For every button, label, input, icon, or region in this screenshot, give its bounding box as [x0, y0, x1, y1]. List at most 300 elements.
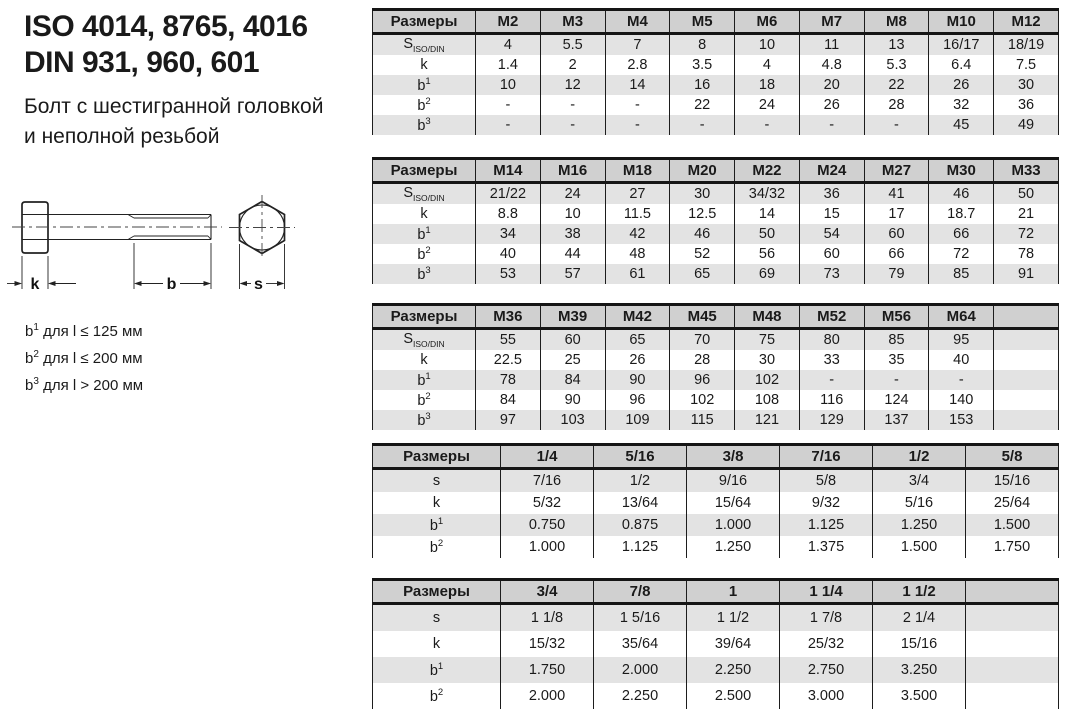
dimension-row-label: k — [420, 57, 428, 73]
dimension-table-metric-m36-m64 — [372, 303, 1059, 430]
dimension-value: 4 — [476, 34, 541, 56]
dimension-value: 95 — [929, 329, 994, 351]
dimension-value — [966, 604, 1059, 632]
dimension-value: 78 — [994, 244, 1059, 264]
dimension-value: - — [605, 115, 670, 135]
dimension-value: 129 — [799, 410, 864, 430]
dimension-value: 13/64 — [594, 492, 687, 514]
dimension-row-label: $b^1$ — [417, 76, 431, 94]
dimension-value: 34/32 — [735, 183, 800, 205]
dimension-value: 48 — [605, 244, 670, 264]
dimension-value: 5.3 — [864, 55, 929, 75]
dimension-value: 90 — [540, 390, 605, 410]
size-column-header: 5/16 — [594, 445, 687, 469]
dimension-row-label: $b^1$ — [417, 225, 431, 243]
dimension-value: 1.500 — [966, 514, 1059, 536]
size-column-header — [966, 580, 1059, 604]
dimension-value: 2.000 — [594, 657, 687, 683]
dimension-value: 108 — [735, 390, 800, 410]
size-column-header: M48 — [735, 305, 800, 329]
dimension-value: 2 1/4 — [873, 604, 966, 632]
size-column-header: M42 — [605, 305, 670, 329]
dimension-value: 35 — [864, 350, 929, 370]
dimension-row-label: $b^1$ — [417, 371, 431, 389]
table-header-row — [373, 580, 1059, 604]
dimension-value: 18/19 — [994, 34, 1059, 56]
dimension-table-inch-quarter-to-five-eighths — [372, 443, 1059, 558]
dimension-value: 102 — [735, 370, 800, 390]
dimension-value: 1.125 — [780, 514, 873, 536]
dimension-row-label: $b^3$ — [417, 265, 431, 283]
size-column-header: M4 — [605, 10, 670, 34]
dimension-value: 53 — [476, 264, 541, 284]
table-header-row — [373, 159, 1059, 183]
page-subtitle-line1: Болт с шестигранной головкой — [24, 95, 324, 118]
dimension-value: 36 — [994, 95, 1059, 115]
dimension-row — [373, 536, 1059, 558]
dimension-value: 1.750 — [966, 536, 1059, 558]
dimension-value: 33 — [799, 350, 864, 370]
size-column-header: 5/8 — [966, 445, 1059, 469]
dimension-value: 85 — [864, 329, 929, 351]
dimension-table-inch-three-quarter-to-one-and-half — [372, 578, 1059, 709]
table-metric-m2-m12 — [372, 8, 1059, 135]
dimension-row — [373, 55, 1059, 75]
size-column-header: M39 — [540, 305, 605, 329]
dimension-value — [966, 683, 1059, 709]
dimension-value: 41 — [864, 183, 929, 205]
dimension-value: 3/4 — [873, 469, 966, 493]
size-column-header: M3 — [540, 10, 605, 34]
dimension-value: 2.000 — [501, 683, 594, 709]
size-column-header: M52 — [799, 305, 864, 329]
dimension-row-label: k — [432, 636, 441, 652]
dimension-value: 26 — [605, 350, 670, 370]
dimension-value: 32 — [929, 95, 994, 115]
size-column-header: M45 — [670, 305, 735, 329]
dimension-value: 44 — [540, 244, 605, 264]
dimension-value: 2 — [540, 55, 605, 75]
dimension-value: 39/64 — [687, 631, 780, 657]
size-column-header: 7/8 — [594, 580, 687, 604]
dimension-value: 24 — [540, 183, 605, 205]
dimension-value — [994, 390, 1059, 410]
dimension-value: 1/2 — [594, 469, 687, 493]
dimension-value: 0.875 — [594, 514, 687, 536]
dimension-value: 2.500 — [687, 683, 780, 709]
dimension-value: 1.250 — [873, 514, 966, 536]
dimension-value: 1 1/2 — [687, 604, 780, 632]
dimension-row-label: $b^2$ — [417, 391, 431, 409]
size-column-header: M16 — [540, 159, 605, 183]
size-column-header: M20 — [670, 159, 735, 183]
dimension-value: 21/22 — [476, 183, 541, 205]
dimension-value: 52 — [670, 244, 735, 264]
dimension-value — [994, 329, 1059, 351]
dimension-value: 50 — [994, 183, 1059, 205]
dimension-row-label: k — [420, 206, 428, 222]
dimension-value: 30 — [735, 350, 800, 370]
size-column-header: M36 — [476, 305, 541, 329]
dimension-row-label: $b^3$ — [417, 116, 431, 134]
dimension-value: 42 — [605, 224, 670, 244]
dimension-row-label: $b^2$ — [417, 245, 431, 263]
note-b2: $b^2$ для l ≤ 200 мм — [25, 349, 143, 367]
size-column-header: 3/8 — [687, 445, 780, 469]
dimension-value: 1 1/8 — [501, 604, 594, 632]
dimension-value: 96 — [605, 390, 670, 410]
dimension-row-label: $b^2$ — [429, 687, 444, 705]
dimension-value: 30 — [994, 75, 1059, 95]
dimension-value: - — [670, 115, 735, 135]
size-column-header: M12 — [994, 10, 1059, 34]
dimension-row — [373, 390, 1059, 410]
dimension-value: 7.5 — [994, 55, 1059, 75]
dimension-value: 102 — [670, 390, 735, 410]
dimension-value: - — [540, 95, 605, 115]
dimension-value: - — [605, 95, 670, 115]
dimension-value: 25 — [540, 350, 605, 370]
dimension-value: 34 — [476, 224, 541, 244]
bolt-end-view — [229, 195, 295, 260]
dimension-value: 25/64 — [966, 492, 1059, 514]
dimension-value — [994, 410, 1059, 430]
dimension-value: 60 — [799, 244, 864, 264]
dimension-row — [373, 631, 1059, 657]
dimension-value: 73 — [799, 264, 864, 284]
dimension-value: 72 — [994, 224, 1059, 244]
dimension-value: 140 — [929, 390, 994, 410]
size-column-header: M30 — [929, 159, 994, 183]
dimension-value: 1.500 — [873, 536, 966, 558]
size-column-header: M33 — [994, 159, 1059, 183]
dimension-row-label: $S_{ISO/DIN}$ — [403, 185, 445, 203]
dimension-value: 1.750 — [501, 657, 594, 683]
page-subtitle-line2: и неполной резьбой — [24, 125, 220, 148]
dimension-value: 3.000 — [780, 683, 873, 709]
dimension-value: 3.250 — [873, 657, 966, 683]
dimension-value: 137 — [864, 410, 929, 430]
page-title-iso: ISO 4014, 8765, 4016 — [24, 10, 308, 43]
dimension-value: - — [929, 370, 994, 390]
dimension-value: 97 — [476, 410, 541, 430]
dimension-row-label: $b^1$ — [429, 661, 444, 679]
dimension-value: - — [476, 115, 541, 135]
dimension-value: 6.4 — [929, 55, 994, 75]
dimension-row — [373, 115, 1059, 135]
dimension-value: 5/16 — [873, 492, 966, 514]
dimension-value: 7 — [605, 34, 670, 56]
dimension-row — [373, 657, 1059, 683]
dimension-value: 22.5 — [476, 350, 541, 370]
table-inch-large-sizes — [372, 578, 1059, 709]
dimension-value: 55 — [476, 329, 541, 351]
dimension-value: 54 — [799, 224, 864, 244]
size-header-label: Размеры — [373, 10, 476, 34]
dimension-value: 84 — [476, 390, 541, 410]
dimension-row — [373, 244, 1059, 264]
size-column-header: 7/16 — [780, 445, 873, 469]
dimension-row-label: $b^2$ — [417, 96, 431, 114]
dimension-value: 78 — [476, 370, 541, 390]
note-b1: $b^1$ для l ≤ 125 мм — [25, 322, 143, 340]
size-column-header: 1 — [687, 580, 780, 604]
dimension-row — [373, 410, 1059, 430]
size-header-label: Размеры — [373, 445, 501, 469]
dimension-value: 12.5 — [670, 204, 735, 224]
dim-label-s: s — [254, 276, 263, 293]
dimension-row-label: s — [432, 610, 441, 626]
dimension-value: 91 — [994, 264, 1059, 284]
dimension-value: 26 — [929, 75, 994, 95]
dimension-value: 153 — [929, 410, 994, 430]
dimension-row-label: $S_{ISO/DIN}$ — [403, 36, 445, 54]
dimension-value: - — [799, 115, 864, 135]
dimension-value: 1.000 — [687, 514, 780, 536]
dimension-value: 26 — [799, 95, 864, 115]
size-column-header: M10 — [929, 10, 994, 34]
dimension-value: 79 — [864, 264, 929, 284]
dimension-row — [373, 224, 1059, 244]
dimension-value: 17 — [864, 204, 929, 224]
dimension-value: 109 — [605, 410, 670, 430]
size-column-header: M56 — [864, 305, 929, 329]
dimension-value: 90 — [605, 370, 670, 390]
dimension-row-label: k — [420, 352, 428, 368]
table-metric-m14-m33 — [372, 157, 1059, 284]
dimension-value: - — [799, 370, 864, 390]
dimension-value: 10 — [735, 34, 800, 56]
dimension-value: - — [540, 115, 605, 135]
dim-label-b: b — [166, 276, 177, 293]
dimension-value: 15/16 — [966, 469, 1059, 493]
dimension-value: 16/17 — [929, 34, 994, 56]
dimension-value: 1.000 — [501, 536, 594, 558]
dimension-value: 11 — [799, 34, 864, 56]
dimension-value: - — [735, 115, 800, 135]
dimension-row-label: k — [432, 495, 441, 511]
dimension-value — [994, 370, 1059, 390]
dimension-value: 18.7 — [929, 204, 994, 224]
dimension-value: 15 — [799, 204, 864, 224]
dimension-value: 5.5 — [540, 34, 605, 56]
dimension-value: 30 — [670, 183, 735, 205]
dimension-value: 65 — [605, 329, 670, 351]
dimension-value: 80 — [799, 329, 864, 351]
size-column-header: M14 — [476, 159, 541, 183]
size-column-header: M5 — [670, 10, 735, 34]
dimension-value: 21 — [994, 204, 1059, 224]
dimension-b — [134, 243, 211, 293]
dimension-row — [373, 34, 1059, 56]
dimension-value: 1 7/8 — [780, 604, 873, 632]
dimension-value: 66 — [864, 244, 929, 264]
size-column-header: M7 — [799, 10, 864, 34]
dimension-row — [373, 492, 1059, 514]
dimension-row — [373, 183, 1059, 205]
dim-label-k: k — [30, 276, 40, 293]
dimension-row — [373, 264, 1059, 284]
dimension-row — [373, 370, 1059, 390]
dimension-value: 2.750 — [780, 657, 873, 683]
dimension-row — [373, 329, 1059, 351]
dimension-value: 46 — [929, 183, 994, 205]
dimension-value: 3.5 — [670, 55, 735, 75]
dimension-value: 18 — [735, 75, 800, 95]
size-column-header: M2 — [476, 10, 541, 34]
dimension-row — [373, 350, 1059, 370]
dimension-value: 11.5 — [605, 204, 670, 224]
dimension-value: 14 — [735, 204, 800, 224]
dimension-value: 121 — [735, 410, 800, 430]
dimension-value: 60 — [864, 224, 929, 244]
dimension-value: - — [864, 370, 929, 390]
dimension-row — [373, 95, 1059, 115]
dimension-value: 28 — [864, 95, 929, 115]
dimension-value: 7/16 — [501, 469, 594, 493]
table-header-row — [373, 445, 1059, 469]
dimension-value: 22 — [670, 95, 735, 115]
size-column-header: 1/2 — [873, 445, 966, 469]
size-column-header: 1 1/2 — [873, 580, 966, 604]
dimension-value: 24 — [735, 95, 800, 115]
dimension-value: 0.750 — [501, 514, 594, 536]
size-header-label: Размеры — [373, 580, 501, 604]
dimension-value: 4 — [735, 55, 800, 75]
dimension-value: 75 — [735, 329, 800, 351]
dimension-value: 20 — [799, 75, 864, 95]
dimension-value: 49 — [994, 115, 1059, 135]
size-column-header: M64 — [929, 305, 994, 329]
dimension-value: 13 — [864, 34, 929, 56]
dimension-value: 15/16 — [873, 631, 966, 657]
table-header-row — [373, 305, 1059, 329]
dimension-value: 16 — [670, 75, 735, 95]
dimension-value: 56 — [735, 244, 800, 264]
dimension-value: 46 — [670, 224, 735, 244]
dimension-value: 4.8 — [799, 55, 864, 75]
bolt-side-view — [12, 202, 222, 253]
size-column-header: M18 — [605, 159, 670, 183]
dimension-value: 2.250 — [594, 683, 687, 709]
dimension-row-label: $b^1$ — [429, 516, 444, 534]
dimension-value: 10 — [476, 75, 541, 95]
dimension-table-metric-m2-m12 — [372, 8, 1059, 135]
dimension-value: 40 — [476, 244, 541, 264]
table-inch-small-sizes — [372, 443, 1059, 558]
dimension-value: 1.250 — [687, 536, 780, 558]
dimension-value: 65 — [670, 264, 735, 284]
dimension-value: 1.375 — [780, 536, 873, 558]
dimension-value: 9/32 — [780, 492, 873, 514]
dimension-value: 57 — [540, 264, 605, 284]
dimension-value: 61 — [605, 264, 670, 284]
dimension-value: 5/8 — [780, 469, 873, 493]
dimension-value: 22 — [864, 75, 929, 95]
size-column-header: M8 — [864, 10, 929, 34]
dimension-value: 2.8 — [605, 55, 670, 75]
dimension-value: 27 — [605, 183, 670, 205]
dimension-value: 124 — [864, 390, 929, 410]
dimension-value: 8.8 — [476, 204, 541, 224]
size-header-label: Размеры — [373, 159, 476, 183]
dimension-value: 38 — [540, 224, 605, 244]
dimension-value: 115 — [670, 410, 735, 430]
dimension-value: 14 — [605, 75, 670, 95]
bolt-technical-drawing — [0, 160, 370, 310]
dimension-value: 5/32 — [501, 492, 594, 514]
table-metric-m36-m64 — [372, 303, 1059, 430]
dimension-value: 40 — [929, 350, 994, 370]
table-header-row — [373, 10, 1059, 34]
dimension-value: 10 — [540, 204, 605, 224]
note-b3: $b^3$ для l > 200 мм — [25, 376, 144, 394]
dimension-value: 15/64 — [687, 492, 780, 514]
size-column-header: M6 — [735, 10, 800, 34]
dimension-value: 36 — [799, 183, 864, 205]
dimension-value: 70 — [670, 329, 735, 351]
dimension-value: 8 — [670, 34, 735, 56]
dimension-row — [373, 514, 1059, 536]
dimension-value: - — [476, 95, 541, 115]
thread-length-notes — [25, 318, 143, 399]
dimension-value: 12 — [540, 75, 605, 95]
dimension-value: 28 — [670, 350, 735, 370]
dimension-value: 50 — [735, 224, 800, 244]
dimension-row — [373, 204, 1059, 224]
size-column-header: 1 1/4 — [780, 580, 873, 604]
dimension-value: 15/32 — [501, 631, 594, 657]
dimension-value: 9/16 — [687, 469, 780, 493]
size-column-header: M27 — [864, 159, 929, 183]
dimension-value: 35/64 — [594, 631, 687, 657]
dimension-value: 3.500 — [873, 683, 966, 709]
dimension-value: 84 — [540, 370, 605, 390]
dimension-value: 1.125 — [594, 536, 687, 558]
dimension-value: 103 — [540, 410, 605, 430]
size-column-header: M24 — [799, 159, 864, 183]
dimension-value: 85 — [929, 264, 994, 284]
dimension-row — [373, 75, 1059, 95]
dimension-value — [966, 631, 1059, 657]
dimension-row — [373, 469, 1059, 493]
dimension-value: 60 — [540, 329, 605, 351]
dimension-value: 96 — [670, 370, 735, 390]
dimension-value: 72 — [929, 244, 994, 264]
dimension-k — [7, 256, 76, 293]
dimension-value — [966, 657, 1059, 683]
page-title-din: DIN 931, 960, 601 — [24, 46, 260, 79]
dimension-row-label: $S_{ISO/DIN}$ — [403, 331, 445, 349]
dimension-value — [994, 350, 1059, 370]
dimension-value: - — [864, 115, 929, 135]
dimension-table-metric-m14-m33 — [372, 157, 1059, 284]
size-column-header: 1/4 — [501, 445, 594, 469]
dimension-row — [373, 604, 1059, 632]
dimension-row-label: s — [432, 473, 441, 489]
dimension-value: 2.250 — [687, 657, 780, 683]
dimension-row-label: $b^2$ — [429, 538, 444, 556]
dimension-value: 66 — [929, 224, 994, 244]
size-column-header — [994, 305, 1059, 329]
dimension-row — [373, 683, 1059, 709]
dimension-value: 1.4 — [476, 55, 541, 75]
dimension-value: 116 — [799, 390, 864, 410]
size-column-header: M22 — [735, 159, 800, 183]
dimension-value: 45 — [929, 115, 994, 135]
size-header-label: Размеры — [373, 305, 476, 329]
size-column-header: 3/4 — [501, 580, 594, 604]
